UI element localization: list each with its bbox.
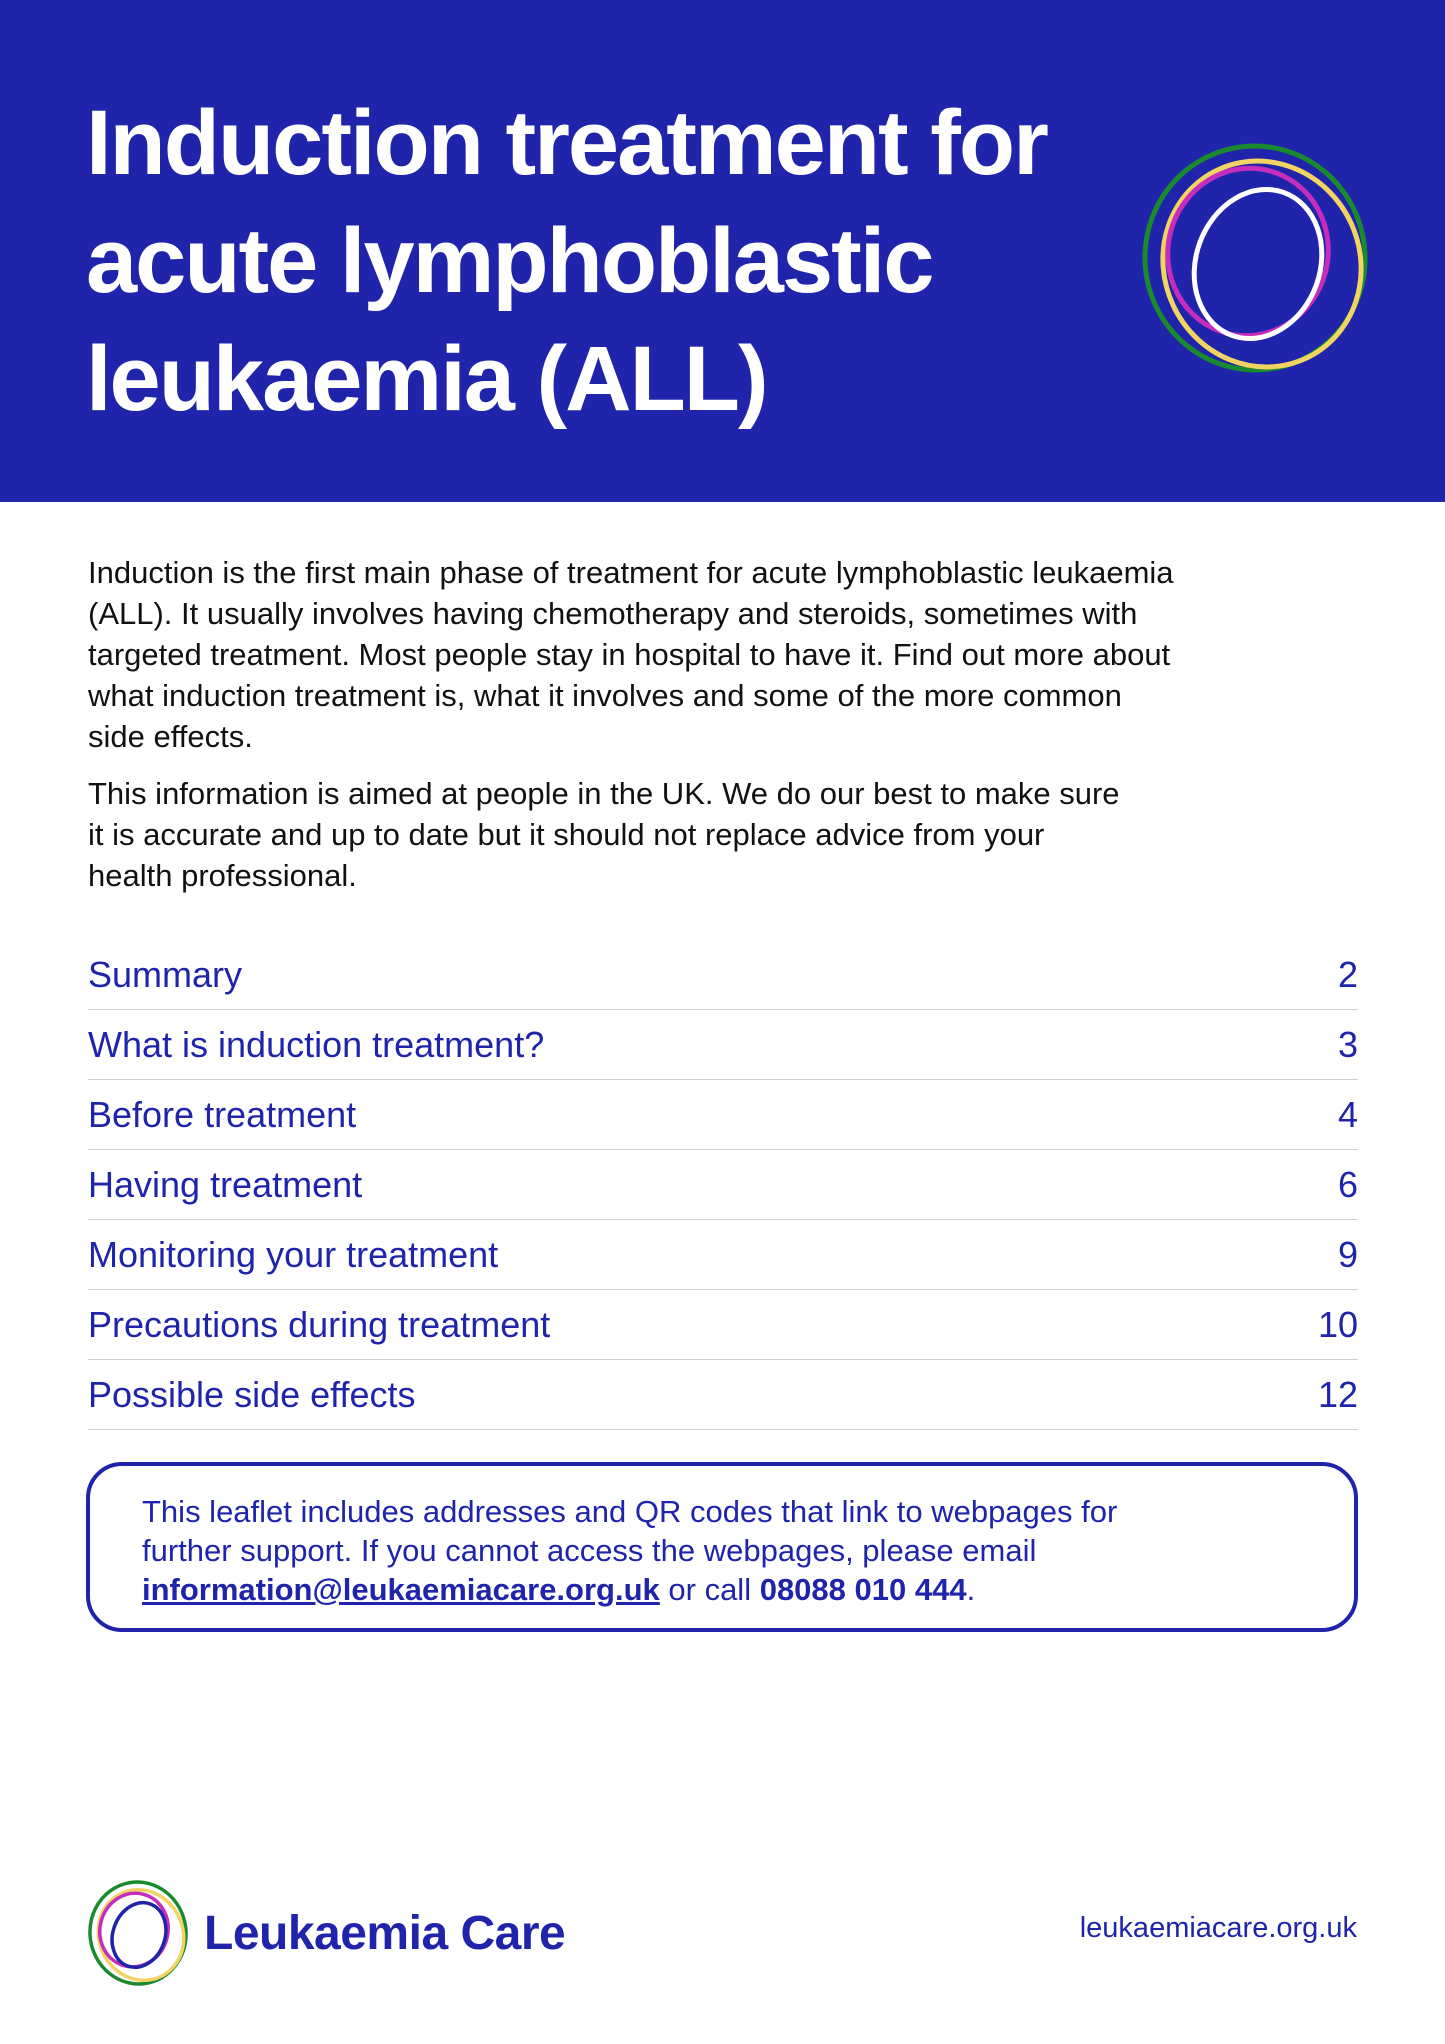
- table-of-contents: [88, 940, 1358, 1430]
- toc-item-before-treatment[interactable]: [88, 1080, 1358, 1150]
- callout-text-line: further support. If you cannot access the webpages, please email: [142, 1533, 1037, 1568]
- disclaimer-paragraph: [88, 773, 1348, 896]
- support-callout-box: [86, 1462, 1358, 1632]
- toc-label: Monitoring your treatment: [88, 1233, 499, 1275]
- header-banner: [0, 0, 1445, 502]
- toc-label: Before treatment: [88, 1093, 357, 1135]
- text-line: it is accurate and up to date but it should not replace advice from your: [88, 817, 1045, 852]
- text-line: Induction is the first main phase of treatment for acute lymphoblastic leukaemia: [88, 555, 1174, 590]
- toc-page-number: 6: [1337, 1163, 1358, 1205]
- intro-paragraph: [88, 552, 1348, 757]
- toc-page-number: 2: [1337, 953, 1358, 995]
- toc-item-monitoring[interactable]: [88, 1220, 1358, 1290]
- email-link[interactable]: information@leukaemiacare.org.uk: [142, 1572, 660, 1607]
- callout-contact-line: [142, 1570, 1302, 1609]
- page-title: [86, 84, 1126, 438]
- toc-page-number: 4: [1337, 1093, 1358, 1135]
- text-line: side effects.: [88, 719, 253, 754]
- toc-label: Summary: [88, 953, 243, 995]
- toc-item-summary[interactable]: [88, 940, 1358, 1010]
- toc-page-number: 9: [1337, 1233, 1358, 1275]
- brand-name: Leukaemia Care: [204, 1906, 566, 1960]
- toc-label: What is induction treatment?: [88, 1023, 545, 1065]
- callout-text: .: [966, 1572, 976, 1607]
- text-line: (ALL). It usually involves having chemotherapy and steroids, sometimes with: [88, 596, 1138, 631]
- text-line: This information is aimed at people in the UK. We do our best to make sure: [88, 776, 1120, 811]
- toc-label: Precautions during treatment: [88, 1303, 551, 1345]
- toc-page-number: 12: [1317, 1373, 1358, 1415]
- intro-text: [88, 552, 1348, 912]
- rings-logo-icon: [1140, 140, 1370, 380]
- toc-page-number: 10: [1317, 1303, 1358, 1345]
- title-line: leukaemia (ALL): [86, 328, 767, 430]
- phone-number: 08088 010 444: [759, 1572, 967, 1607]
- text-line: health professional.: [88, 858, 357, 893]
- toc-item-precautions[interactable]: [88, 1290, 1358, 1360]
- toc-item-having-treatment[interactable]: [88, 1150, 1358, 1220]
- toc-item-side-effects[interactable]: [88, 1360, 1358, 1430]
- title-line: Induction treatment for: [86, 92, 1047, 194]
- callout-text: or call: [659, 1572, 760, 1607]
- website-link[interactable]: leukaemiacare.org.uk: [1079, 1912, 1357, 1944]
- toc-label: Having treatment: [88, 1163, 363, 1205]
- footer-brand-logo: [86, 1878, 565, 1988]
- toc-page-number: 3: [1337, 1023, 1358, 1065]
- title-line: acute lymphoblastic: [86, 210, 933, 312]
- toc-item-what-is-induction[interactable]: [88, 1010, 1358, 1080]
- text-line: targeted treatment. Most people stay in hospital to have it. Find out more about: [88, 637, 1171, 672]
- toc-label: Possible side effects: [88, 1373, 416, 1415]
- text-line: what induction treatment is, what it involves and some of the more common: [88, 678, 1122, 713]
- callout-text-line: This leaflet includes addresses and QR codes that link to webpages for: [142, 1494, 1118, 1529]
- rings-logo-icon: [86, 1878, 190, 1988]
